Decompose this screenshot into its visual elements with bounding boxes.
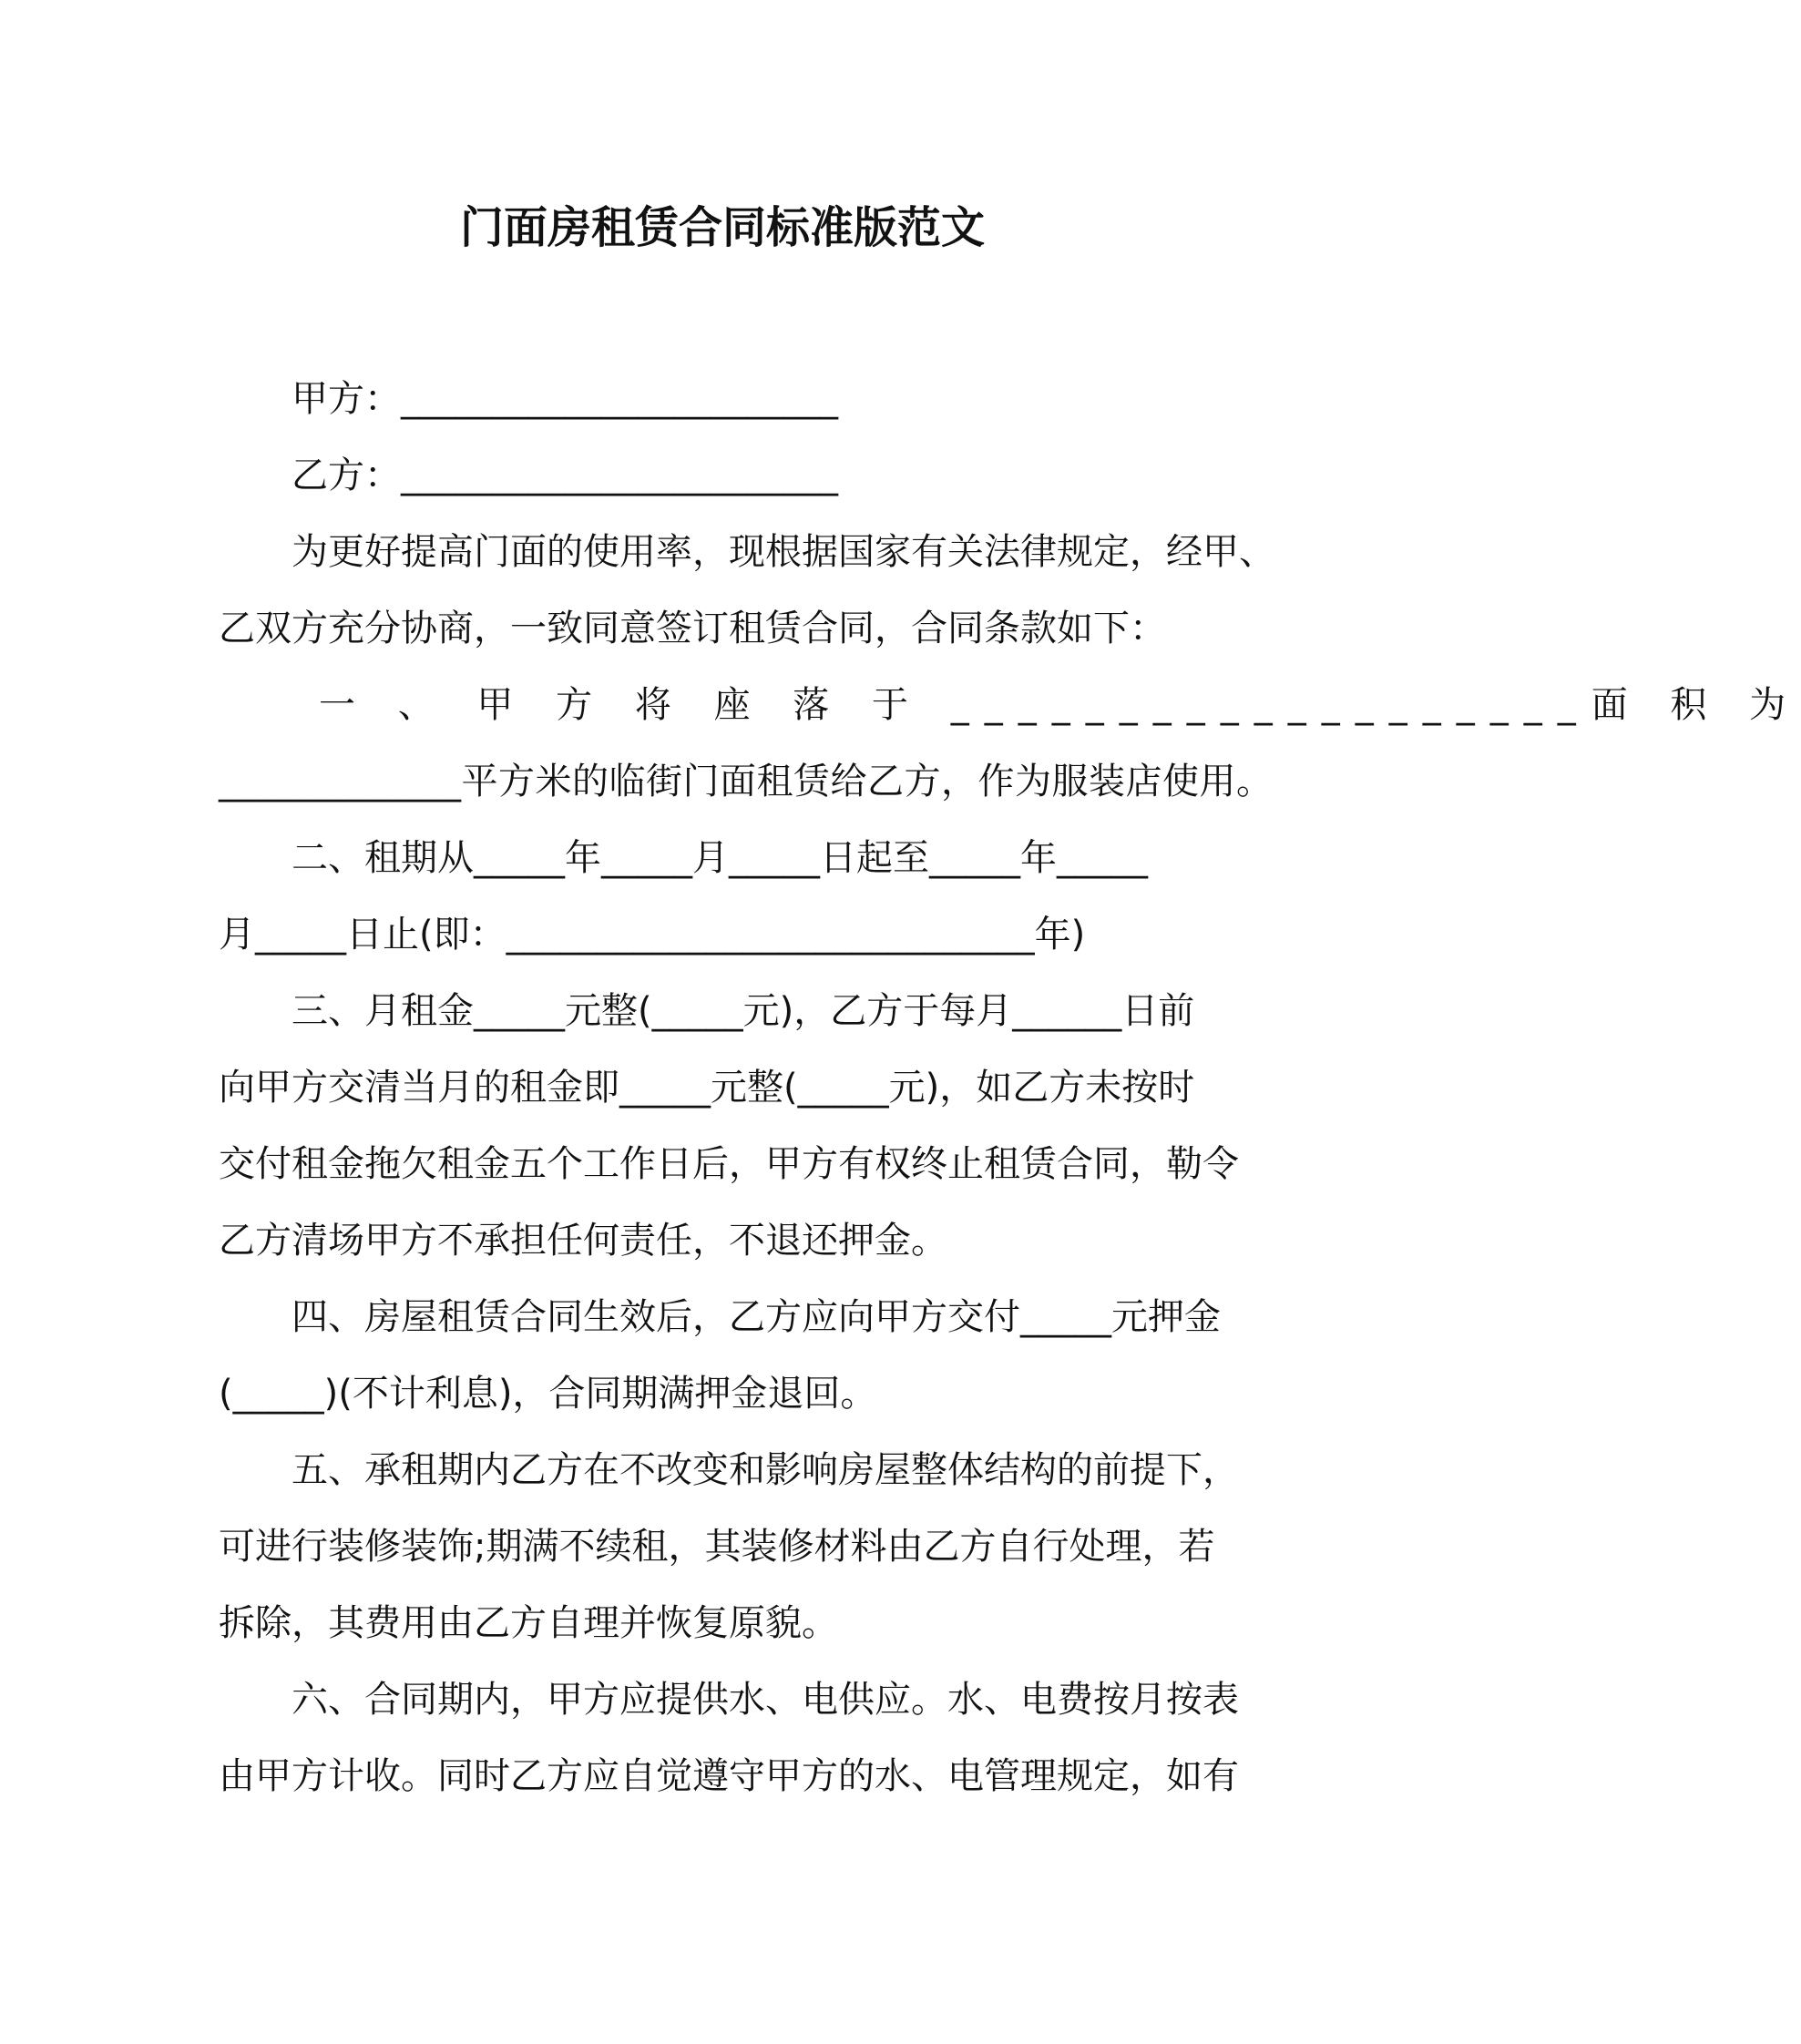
clause-2-line-2: 月_____日止(即：_____________________________年) bbox=[219, 914, 1086, 956]
clause-2-line-1: 二、租期从_____年_____月_____日起至_____年_____ bbox=[292, 837, 1148, 879]
clause-5-line-2: 可进行装修装饰;期满不续租，其装修材料由乙方自行处理，若 bbox=[219, 1526, 1215, 1568]
clause-5-line-1: 五、承租期内乙方在不改变和影响房屋整体结构的前提下， bbox=[292, 1449, 1239, 1491]
clause-1-line-2: _____________平方米的临街门面租赁给乙方，作为服装店使用。 bbox=[219, 761, 1274, 802]
preamble-line-1: 为更好提高门面的使用率，现根据国家有关法律规定，经甲、 bbox=[292, 531, 1275, 573]
clause-5-line-3: 拆除，其费用由乙方自理并恢复原貌。 bbox=[219, 1602, 838, 1644]
clause-3-line-1: 三、月租金_____元整(_____元)，乙方于每月______日前 bbox=[292, 990, 1195, 1032]
document-title: 门面房租赁合同标准版范文 bbox=[459, 202, 985, 253]
party-a-line: 甲方：________________________ bbox=[292, 378, 838, 420]
party-b-line: 乙方：________________________ bbox=[292, 455, 838, 496]
clause-3-line-4: 乙方清场甲方不承担任何责任，不退还押金。 bbox=[219, 1220, 947, 1262]
clause-3-line-2: 向甲方交清当月的租金即_____元整(_____元)，如乙方未按时 bbox=[219, 1067, 1195, 1109]
clause-3-line-3: 交付租金拖欠租金五个工作日后，甲方有权终止租赁合同，勒令 bbox=[219, 1143, 1239, 1185]
clause-4-line-1: 四、房屋租赁合同生效后，乙方应向甲方交付_____元押金 bbox=[292, 1296, 1221, 1338]
clause-4-line-2: (_____)(不计利息)，合同期满押金退回。 bbox=[219, 1373, 877, 1415]
clause-6-line-2: 由甲方计收。同时乙方应自觉遵守甲方的水、电管理规定，如有 bbox=[219, 1755, 1239, 1797]
clause-1-line-1: 一 、 甲 方 将 座 落 于 ___________________面 积 为 bbox=[319, 684, 1801, 726]
preamble-line-2: 乙双方充分协商，一致同意签订租赁合同，合同条款如下： bbox=[219, 608, 1166, 649]
clause-6-line-1: 六、合同期内，甲方应提供水、电供应。水、电费按月按表 bbox=[292, 1679, 1239, 1721]
